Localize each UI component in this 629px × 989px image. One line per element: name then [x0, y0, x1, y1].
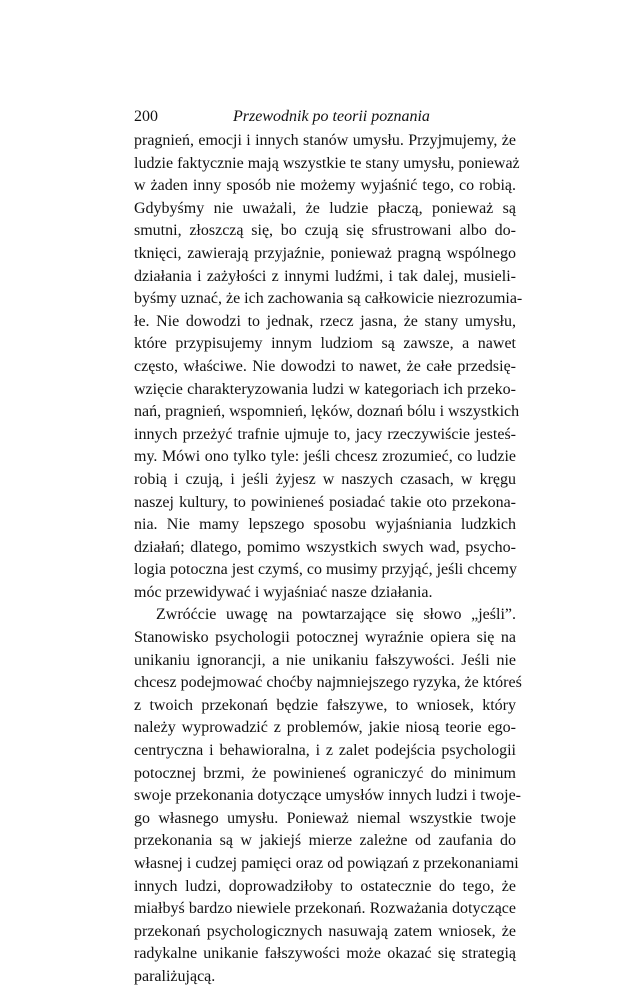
text-line: logia potoczna jest czymś, co musimy przyjąć, jeśli chcemy [134, 561, 517, 579]
text-line: często, właściwe. Nie dowodzi to nawet, że całe przedsię- [134, 357, 516, 375]
text-line: pragnień, emocji i innych stanów umysłu. Przyjmujemy, że [134, 132, 516, 149]
text-line: działania i zażyłości z innymi ludźmi, i tak dalej, musieli- [134, 267, 516, 285]
text-line: radykalne unikanie fałszywości może okazać się strategią [134, 945, 516, 963]
text-line: nań, pragnień, wspomnień, lęków, doznań bólu i wszystkich [134, 403, 520, 421]
text-line: miałbyś bardzo niewiele przekonań. Rozważania dotyczące [134, 900, 516, 918]
page-number: 200 [134, 108, 158, 125]
text-line: przekonań psychologicznych nasuwają zatem wniosek, że [134, 922, 516, 940]
text-line: paraliżującą. [134, 967, 216, 985]
text-line: smutni, złoszczą się, bo czują się sfrustrowani albo do- [134, 222, 516, 240]
text-line: innych ludzi, doprowadziłoby to ostatecznie do tego, że [134, 877, 516, 895]
text-line: Zwróćcie uwagę na powtarzające się słowo „jeśli”. [156, 606, 516, 624]
text-line: unikaniu ignorancji, a nie unikaniu fałszywości. Jeśli nie [134, 651, 516, 669]
text-line: własnej i cudzej pamięci oraz od powiązań z przekonaniami [134, 855, 519, 872]
text-line: które przypisujemy innym ludziom są zawsze, a nawet [134, 335, 516, 353]
text-line: tknięci, zawierają przyjaźnie, ponieważ pragną wspólnego [134, 244, 516, 262]
running-title: Przewodnik po teorii poznania [233, 108, 430, 125]
text-line: naszej kultury, to powinieneś posiadać takie oto przekona- [134, 493, 516, 511]
text-line: Gdybyśmy nie uważali, że ludzie płaczą, ponieważ są [134, 199, 516, 217]
text-line: wzięcie charakteryzowania ludzi w kategoriach ich przeko- [134, 380, 516, 398]
text-line: móc przewidywać i wyjaśniać nasze działania. [134, 583, 433, 601]
body-text [134, 130, 523, 989]
text-line: nia. Nie mamy lepszego sposobu wyjaśniania ludzkich [134, 516, 516, 534]
text-line: chcesz podejmować choćby najmniejszego ryzyka, że któreś [134, 674, 522, 692]
text-line: byśmy uznać, że ich zachowania są całkowicie niezrozumia- [134, 290, 523, 308]
text-line: w żaden inny sposób nie możemy wyjaśnić tego, co robią. [134, 177, 516, 195]
paragraph-1 [134, 130, 523, 604]
text-line: go własnego umysłu. Ponieważ niemal wszystkie twoje [134, 809, 516, 827]
text-line: łe. Nie dowodzi to jednak, rzecz jasna, że stany umysłu, [134, 312, 516, 330]
text-line: potocznej brzmi, że powinieneś ograniczyć do minimum [134, 764, 516, 782]
text-line: z twoich przekonań będzie fałszywe, to wniosek, który [134, 696, 516, 714]
text-line: działań; dlatego, pomimo wszystkich swych wad, psycho- [134, 538, 516, 556]
text-line: robią i czują, i jeśli żyjesz w naszych czasach, w kręgu [134, 470, 516, 488]
text-line: ludzie faktycznie mają wszystkie te stany umysłu, ponieważ [134, 154, 520, 172]
text-line: Stanowisko psychologii potocznej wyraźnie opiera się na [134, 629, 516, 647]
text-line: przekonania są w jakiejś mierze zależne od zaufania do [134, 832, 516, 850]
text-line: swoje przekonania dotyczące umysłów innych ludzi i twoje- [134, 787, 521, 805]
text-line: innych przeżyć trafnie ujmuje to, jacy rzeczywiście jesteś- [134, 425, 516, 443]
text-line: my. Mówi ono tylko tyle: jeśli chcesz zrozumieć, co ludzie [134, 448, 516, 466]
text-line: centryczna i behawioralna, i z zalet podejścia psychologii [134, 742, 516, 760]
running-head [134, 106, 516, 128]
text-line: należy wyprowadzić z problemów, jakie niosą teorie ego- [134, 719, 516, 737]
paragraph-2 [134, 604, 522, 988]
